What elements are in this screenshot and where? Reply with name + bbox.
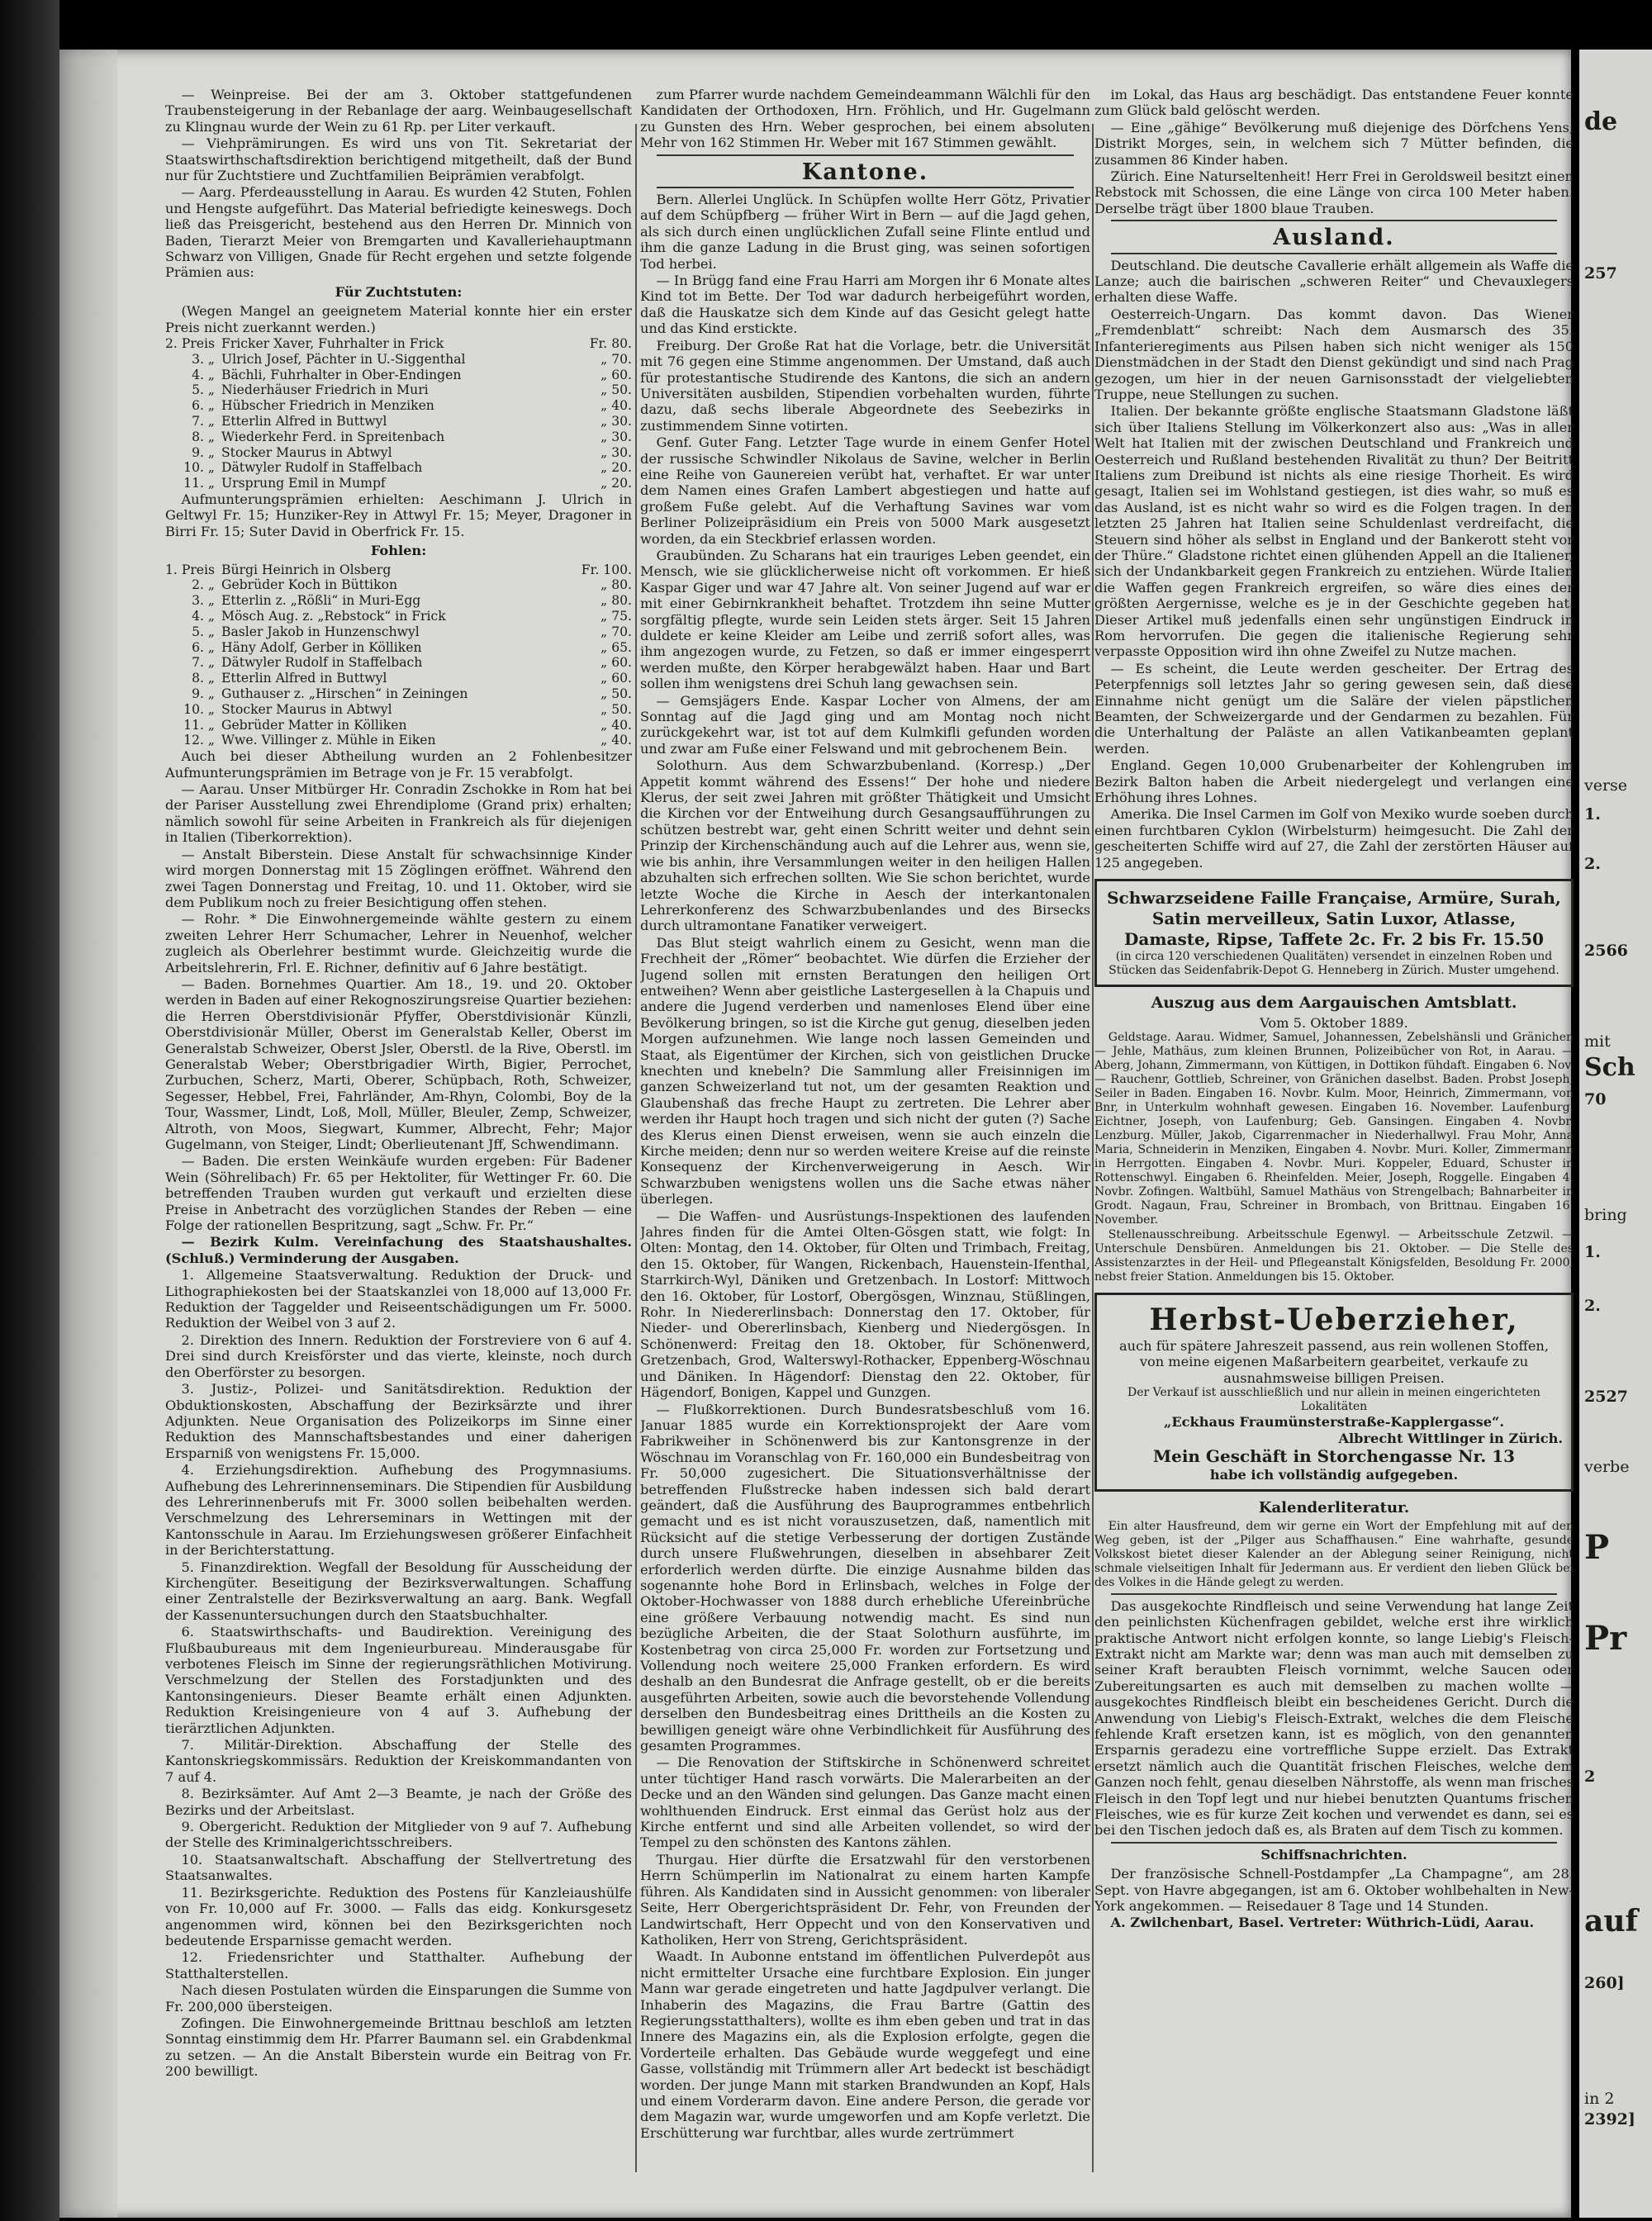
prize-row [165,686,632,702]
article-weinpreise: — Weinpreise. Bei der am 3. Oktober stattgefundenen Traubensteigerung in der Rebanlage der aarg. Weinbaugesellschaft zu Klingnau wurde der Wein zu 61 Rp. per Liter verkauft. [165,87,632,135]
prize-amount: „ 65. [601,639,632,655]
prize-rank: 1. Preis [165,562,215,577]
article-rohr: — Rohr. * Die Einwohnergemeinde wählte gestern zu einem zweiten Lehrer Herr Schumacher, Lehrer in Neuenhof, welcher zugleich als Oberlehrer bestimmt wurde. Gleichzeitig wurde die Arbeitslehrerin, Frl. E. Richner, definitiv auf 6 Jahre bestätigt. [165,911,632,975]
prize-row [165,609,632,624]
prize-row [165,655,632,671]
prize-rank: 3. „ [192,351,215,367]
article-yens: — Eine „gähige“ Bevölkerung muß diejenige des Dörfchens Yens, Distrikt Morges, sein, in welchem sich 7 Mütter befinden, die zusammen 86 Kinder haben. [1094,119,1574,168]
prize-rank: 11. „ [183,717,215,733]
article-pfarrwahl: zum Pfarrer wurde nachdem Gemeindeammann Wälchli für den Kandidaten der Orthodoxen, Hrn. Fröhlich, und Hr. Gugelmann zu Gunsten des Hrn. Weber gesprochen, bei einem absoluten Mehr von 162 Stimmen Hr. Weber mit 167 Stimmen gewählt. [640,87,1090,151]
prize-amount: „ 40. [601,398,632,414]
article-kulm-heading: — Bezirk Kulm. Vereinfachung des Staatshaushaltes. (Schluß.) Verminderung der Ausgaben. [165,1234,632,1266]
prize-rank: 5. „ [192,382,215,398]
prize-amount: „ 60. [601,367,632,382]
kulm-item-3: 3. Justiz-, Polizei- und Sanitätsdirektion. Reduktion der Obduktionskosten, Abschaffung der Bezirksärzte und ihrer Adjunkten. Neue Organisation des Polizeikorps im Sinne einer Reduktion des Mannschaftsbestandes und einer daherigen Ersparniß von wenigstens Fr. 15,000. [165,1381,632,1461]
prize-row [165,476,632,491]
prize-winner: Niederhäuser Friedrich in Muri [221,382,429,398]
section-rule [1111,1842,1557,1844]
column-1 [165,87,632,2209]
prize-amount: Fr. 80. [589,336,632,352]
prize-row [165,460,632,476]
facing-fragment: 2392] [1584,2110,1635,2128]
prize-row [165,718,632,733]
kalender-text: Ein alter Hausfreund, dem wir gerne ein Wort der Empfehlung mit auf den Weg geben, ist der „Pilger aus Schaffhausen.“ Eine wahrhafte, gesunde Volkskost bietet dieser Kalender an der Ablegung seiner Reinigung, nicht schmale vielseitigen Inhalt für Jedermann aus. Er verdient den lieben Glück bei des Volkes in die Hände gelegt zu werden. [1094,1519,1574,1589]
section-heading-kantone: Kantone. [801,159,929,185]
prize-winner: Dätwyler Rudolf in Staffelbach [221,460,423,476]
ad-wittlinger-title: Herbst-Ueberzieher, [1149,1302,1519,1337]
prize-rank: 9. „ [192,686,215,702]
prize-rank: 2. Preis [165,336,215,352]
ad-wittlinger-line-6: Mein Geschäft in Storchengasse Nr. 13 [1152,1445,1516,1466]
prize-rank: 5. „ [192,624,215,639]
kulm-item-8: 8. Bezirksämter. Auf Amt 2—3 Beamte, je nach der Größe des Bezirks und der Arbeitslast. [165,1786,632,1818]
kulm-item-7: 7. Militär-Direktion. Abschaffung der Stelle des Kantonskriegskommissärs. Reduktion der Kreiskommandanten von 7 auf 4. [165,1737,632,1785]
article-thurgau: Thurgau. Hier dürfte die Ersatzwahl für den verstorbenen Herrn Schümperlin im Nationalrat zu einem harten Kampfe führen. Als Kandidaten sind in Aussicht genommen: von liberaler Seite, Herr Obergerichtspräsident Dr. Fehr, von Freunden der Landwirtschaft, Herr Oppecht und von den Konservativen und Katholiken, Herr von Streng, Gerichtspräsident. [640,1851,1090,1948]
facing-fragment: 257 [1584,264,1617,282]
prize-row [165,733,632,748]
article-aufmunterung: Aufmunterungsprämien erhielten: Aeschimann J. Ulrich in Geltwyl Fr. 15; Hunziker-Rey in Attwyl Fr. 15; Meyer, Dragoner in Birri Fr. 15; Suter David in Oberfrick Fr. 15. [165,491,632,539]
prize-row [165,398,632,414]
zuchtstuten-prize-list [165,336,632,491]
ad-henneberg-line-4: (in circa 120 verschiedenen Qualitäten) versendet in einzelnen Roben und Stücken das Seidenfabrik-Depot G. Henneberg in Zürich. Muster umgehend. [1108,950,1559,978]
zuchtstuten-note: (Wegen Mangel an geeignetem Material konnte hier ein erster Preis nicht zuerkannt werden.) [165,303,632,335]
article-aarau: — Aarau. Unser Mitbürger Hr. Conradin Zschokke in Rom hat bei der Pariser Ausstellung zwei Ehrendiplome (Grand prix) erhalten; nämlich sowohl für seine Arbeiten in Frankreich als für diejenigen in Italien (Tiberkorrektion). [165,781,632,846]
ad-wittlinger-line-7: habe ich vollständig aufgegeben. [1209,1466,1459,1483]
prize-winner: Gebrüder Matter in Kölliken [221,717,407,733]
fohlen-heading: Fohlen: [370,543,427,559]
prize-amount: „ 70. [601,351,632,367]
prize-rank: 7. „ [192,414,215,429]
prize-winner: Etterlin z. „Rößli“ in Muri-Egg [221,593,421,609]
ad-henneberg-line-3: Damaste, Ripse, Taffete 2c. Fr. 2 bis Fr. 15.50 [1124,929,1544,950]
prize-row [165,429,632,445]
facing-fragment: 260] [1584,1974,1625,1992]
prize-rank: 11. „ [183,476,215,491]
fohlen-prize-list [165,562,632,749]
prize-winner: Gebrüder Koch in Büttikon [221,577,398,593]
facing-page-fragment [1579,50,1652,2218]
prize-row [165,593,632,609]
article-oesterreich: Oesterreich-Ungarn. Das kommt davon. Das Wiener „Fremdenblatt“ schreibt: Nach dem Ausmarsch des 35. Infanterieregiments aus Pilsen haben sich nicht weniger als 150 Dienstmädchen in der Stadt den Dienst gekündigt und sind nach Prag gezogen, um hier in der neuen Garnisonsstadt der vielgeliebten Truppe, neue Stellungen zu suchen. [1094,306,1574,402]
book-binding [0,0,59,2221]
advertisement-wittlinger [1094,1293,1574,1492]
article-graubuenden: Graubünden. Zu Scharans hat ein trauriges Leben geendet, ein Mensch, wie sie glücklicherweise nicht oft vorkommen. Er hieß Kaspar Giger und war 47 Jahre alt. Von seiner Jugend auf war er mit einer Gebirnkrankheit behaftet. Trotzdem ihn seine Mutter sorgfältig pflegte, wurde sein Leiden stets ärger. Seit 15 Jahren duldete er keine Kleider am Leibe und zerriß sofort alles, was ihm angezogen wurde, zu Fetzen, so daß er immer eingesperrt werden mußte, den Körper herabgewälzt haben. Haar und Bart sollen ihm wenigstens drei Schuh lang gewachsen sein. [640,547,1090,692]
facing-fragment: Sch [1584,1053,1635,1082]
prize-amount: Fr. 100. [581,562,632,577]
prize-rank: 8. „ [192,429,215,444]
facing-fragment: bring [1584,1206,1627,1224]
section-rule [1111,220,1557,221]
prize-row [165,624,632,640]
prize-amount: „ 70. [601,624,632,639]
section-rule [1111,1593,1557,1595]
ad-henneberg-line-1: Schwarzseidene Faille Française, Armüre, Surah, [1107,888,1561,909]
article-amerika: Amerika. Die Insel Carmen im Golf von Mexiko wurde soeben durch einen furchtbaren Cyklon (Wirbelsturm) heimgesucht. Die Zahl der gescheiterten Schiffe wird auf 27, die Zahl der zerstörten Häuser auf 125 angegeben. [1094,806,1574,871]
prize-row [165,562,632,578]
ad-henneberg-line-2: Satin merveilleux, Satin Luxor, Atlasse, [1151,909,1517,929]
kulm-item-10: 10. Staatsanwaltschaft. Abschaffung der Stellvertretung des Staatsanwaltes. [165,1851,632,1884]
article-liebig: Das ausgekochte Rindfleisch und seine Verwendung hat lange Zeit den peinlichsten Küchenfragen gebildet, welche erst ihre wirklich praktische Antwort nicht erfolgen konnte, so lange Liebig's Fleisch-Extrakt nicht am Markte war; denn was man auch mit demselben zu seiner Kraft beraubten Fleisch vornimmt, welche Saucen oder Zubereitungsarten es auch mit demselben zu machen wollte — ausgekochtes Rindfleisch bleibt ein bescheidenes Gericht. Durch die Anwendung von Liebig's Fleisch-Extrakt, welches die dem Fleische fehlende Kraft ersetzen kann, ist es möglich, von den genannten Ersparnis geradezu eine vortreffliche Suppe erzielt. Das Extrakt ersetzt nämlich auch die Quantität frischen Fleisches, welche dem Ganzen noch fehlt, genau dieselben Nährstoffe, als wenn man frisches Fleisch in den Topf legt und nur hiebei benutzten Quantums frischen Fleisches, wie es für kurze Zeit kochen und verwendet es dann, sei es bei den Tischen jedoch daß es, als Braten auf dem Tisch zu kommen. [1094,1597,1574,1839]
prize-winner: Fricker Xaver, Fuhrhalter in Frick [221,336,444,352]
prize-rank: 10. „ [183,701,215,717]
article-italien: Italien. Der bekannte größte englische Staatsmann Gladstone läßt sich über Italiens Stellung im Völkerkonzert also aus: „Was in aller Welt hat Italien mit der zwischen Deutschland und Frankreich und Oesterreich und Rußland bestehenden Rivalität zu thun? Der Beitritt Italiens zum Dreibund ist nichts als eine riesige Thorheit. Es wird gesagt, Italien sei im Wohlstand gestiegen, ist dies wahr, so muß es das Ausland, ist es nicht wahr so wird es die Folgen tragen. In den letzten 25 Jahren hat Italien seine Schuldenlast verdreifacht, die Steuern sind höher als selbst in England und der Bankerott steht vor der Thüre.“ Gladstone richtet einen glühenden Appell an die Italiener, sich der Undankbarkeit gegen Frankreich zu entziehen. Würde Italien die Waffen gegen Frankreich ergreifen, so wäre dies eines der größten Aergernisse, welche es je in der Geschichte gegeben hat. Dieser Artikel muß jedenfalls einen sehr ungünstigen Eindruck in Rom hervorrufen. Die gegen die italienische Regierung sehr verpasste Opposition wird ihn ohne Zweifel zu Nutze machen. [1094,403,1574,660]
prize-row [165,640,632,656]
kulm-item-11: 11. Bezirksgerichte. Reduktion des Postens für Kanzleiaushülfe von Fr. 10,000 auf Fr. 3000. — Falls das eidg. Konkursgesetz angenommen wird, können bei den Bezirksgerichten noch bedeutende Ersparnisse gemacht werden. [165,1884,632,1948]
prize-amount: „ 40. [601,733,632,748]
prize-amount: „ 60. [601,671,632,686]
kulm-item-1: 1. Allgemeine Staatsverwaltung. Reduktion der Druck- und Lithographiekosten bei der Staatskanzlei von 18,000 auf 13,000 Fr. Reduktion der Taggelder und Reiseentschädigungen um Fr. 5000. Reduktion der Weibel von 3 auf 2. [165,1267,632,1331]
facing-fragment: P [1584,1528,1610,1567]
section-rule [1111,253,1557,254]
ad-wittlinger-line-3: Der Verkauf ist ausschließlich und nur allein in meinen eingerichteten Lokalitäten [1127,1386,1540,1414]
facing-fragment: de [1584,107,1618,136]
kulm-item-9: 9. Obergericht. Reduktion der Mitglieder von 9 auf 7. Aufhebung der Stelle des Kriminalgerichtsschreibers. [165,1819,632,1851]
prize-row [165,445,632,461]
facing-fragment: 2566 [1584,942,1628,960]
facing-fragment: 70 [1584,1090,1607,1108]
article-biberstein: — Anstalt Biberstein. Diese Anstalt für schwachsinnige Kinder wird morgen Donnerstag mit 15 Zöglingen eröffnet. Während den zwei Tagen Donnerstag und Freitag, 10. und 11. Oktober, wird sie dem Publikum noch zu freier Besichtigung offen stehen. [165,846,632,910]
article-pferdeausstellung: — Aarg. Pferdeausstellung in Aarau. Es wurden 42 Stuten, Fohlen und Hengste aufgeführt. Das Material befriedigte keineswegs. Doch ließ das Preisgericht, bestehend aus den Herren Dr. Minnich von Baden, Tierarzt Meier von Bremgarten und Kavalleriehauptmann Schwarz von Villigen, Gnade für Recht ergehen und setzte folgende Prämien aus: [165,184,632,281]
prize-winner: Etterlin Alfred in Buttwyl [221,671,387,686]
article-zuerich: Zürich. Eine Naturseltenheit! Herr Frei in Geroldsweil besitzt einen Rebstock mit Schossen, die eine Länge von circa 100 Meter haben. Derselbe trägt über 1800 blaue Trauben. [1094,168,1574,216]
article-solothurn: Solothurn. Aus dem Schwarzbubenland. (Korresp.) „Der Appetit kommt während des Essens!“ Der hohe und niedere Klerus, der seit zwei Jahren mit größter Thätigkeit und Umsicht die Kirchen vor der Entweihung durch Gesangsaufführungen zu schützen bestrebt war, geht einen Schritt weiter und dehnt sein Prinzip der Kirchenschändung auch auf die Lehrer aus, wenn sie, wie bis anhin, ihre Versammlungen weiter in den heiligen Hallen abzuhalten sich erfrechen sollten. Wie Sie schon berichtet, wurde letzte Woche die Kirche in Aesch der interkantonalen Lehrerkonferenz des Schwarzbubenlandes und des Birsecks durch ultramontane Fanatiker verweigert. [640,757,1090,934]
prize-winner: Bürgi Heinrich in Olsberg [221,562,392,577]
prize-winner: Mösch Aug. z. „Rebstock“ in Frick [221,609,446,624]
article-waffeninspektion: — Die Waffen- und Ausrüstungs-Inspektionen des laufenden Jahres finden für die Amtei Olten-Gösgen statt, wie folgt: In Olten: Montag, den 14. Oktober, für Olten und Trimbach, Freitag, den 15. Oktober, für Wangen, Rickenbach, Hauenstein-Ifenthal, Starrkirch-Wyl, Däniken und Gretzenbach. In Lostorf: Mittwoch den 16. Oktober, für Lostorf, Obergösgen, Winznau, Stüßlingen, Rohr. In Niedererlinsbach: Donnerstag den 17. Oktober, für Nieder- und Obererlinsbach, Kienberg und Niedergösgen. In Schönenwerd: Freitag den 18. Oktober, für Schönenwerd, Gretzenbach, Grod, Walterswyl-Rothacker, Eppenberg-Wöschnau und Däniken. In Hägendorf: Dienstag den 22. Oktober, für Hägendorf, Bonigen, Kappel und Gunzgen. [640,1208,1090,1401]
facing-fragment: 1. [1584,1243,1601,1261]
amtsblatt-heading: Auszug aus dem Aargauischen Amtsblatt. [1151,994,1517,1013]
prize-row [165,336,632,352]
article-baden-wein: — Baden. Die ersten Weinkäufe wurden ergeben: Für Badener Wein (Söhrelibach) Fr. 65 per Hektoliter, für Wettinger Fr. 60. Die betreffenden Trauben wurden gut verkauft und erzielten diese Preise in Anbetracht des vorzüglichen Standes der Reben — eine Folge der rationellen Bespritzung, sagt „Schw. Fr. Pr.“ [165,1153,632,1234]
prize-winner: Ulrich Josef, Pächter in U.-Siggenthal [221,351,466,367]
prize-winner: Guthauser z. „Hirschen“ in Zeiningen [221,686,468,702]
article-genf: Genf. Guter Fang. Letzter Tage wurde in einem Genfer Hotel der russische Schwindler Nikolaus de Savine, welcher in Berlin eine Reihe von Gaunereien verübt hat, verhaftet. Er war unter dem Namen eines Grafen Lambert abgestiegen und hatte auf großem Fuße gelebt. Auf die Verhaftung Savines war vom Berliner Polizeipräsidium ein Preis von 5000 Mark ausgesetzt worden, da ein Steckbrief erlassen worden. [640,434,1090,547]
prize-amount: „ 80. [601,593,632,609]
prize-winner: Stocker Maurus in Abtwyl [221,701,392,717]
ad-wittlinger-signature: Albrecht Wittlinger in Zürich. [1338,1430,1563,1446]
prize-rank: 8. „ [192,671,215,686]
prize-winner: Hübscher Friedrich in Menziken [221,398,434,414]
ad-wittlinger-address: „Eckhaus Fraumünsterstraße-Kapplergasse“. [1164,1414,1504,1431]
article-waadt-continued: im Lokal, das Haus arg beschädigt. Das entstandene Feuer konnte zum Glück bald gelöscht werden. [1094,87,1574,119]
prize-amount: „ 50. [601,701,632,717]
schiffsnachrichten-agent: A. Zwilchenbart, Basel. Vertreter: Wüthrich-Lüdi, Aarau. [1110,1915,1535,1931]
facing-fragment: Pr [1584,1619,1627,1658]
prize-winner: Stocker Maurus in Abtwyl [221,444,392,460]
prize-winner: Ursprung Emil in Mumpf [221,476,386,491]
prize-winner: Basler Jakob in Hunzenschwyl [221,624,420,639]
page-gutter-shadow [59,50,117,2218]
prize-rank: 4. „ [192,367,215,382]
facing-fragment: 2527 [1584,1388,1628,1406]
facing-fragment: mit [1584,1032,1611,1051]
article-aufmunterung-fohlen: Auch bei dieser Abtheilung wurden an 2 Fohlenbesitzer Aufmunterungsprämien im Betrage von je Fr. 15 verabfolgt. [165,748,632,781]
facing-fragment: verse [1584,776,1628,795]
article-baden-quartier: — Baden. Bornehmes Quartier. Am 18., 19. und 20. Oktober werden in Baden auf einer Rekognoszirungsreise Quartier beziehen: die Herren Oberstdivisionär Pfyffer, Oberstdivisionär Künzli, Oberstdivisionär Müller, Oberst im Generalstab Keller, Oberst im Generalstab Schweizer, Oberst Jsler, Oberstl. de la Rive, Oberstl. im Generalstab Weber; Oberstbrigadier Wirth, Bigier, Perrochet, Zurbuchen, Scherz, Marti, Oberer, Schüpbach, Roth, Schweizer, Segesser, Hebbel, Frei, Fahrländer, Am-Rhyn, Colombi, Boy de la Tour, Wassmer, Lindt, Loß, Moll, Müller, Bleuler, Zemp, Schweizer, Altroth, von Moos, Siegwart, Kummer, Albrecht, Fehr; Major Gugelmann, von Steiger, Lindt; Oberlieutenant Jff, Schwendimann. [165,975,632,1152]
prize-row [165,702,632,718]
schiffsnachrichten-text: Der französische Schnell-Postdampfer „La Champagne“, am 28. Sept. von Havre abgegangen, ist am 6. Oktober wohlbehalten in New-York angekommen. — Reisedauer 8 Tage und 14 Stunden. [1094,1866,1574,1915]
facing-fragment: in 2 [1584,2090,1615,2108]
section-rule [657,187,1074,188]
prize-winner: Bächli, Fuhrhalter in Ober-Endingen [221,367,462,382]
article-peterspfennig: — Es scheint, die Leute werden gescheiter. Der Ertrag des Peterpfennigs soll letztes Jahr so gering gewesen sein, daß diese Einnahme nicht genügt um die Saläre der vielen päpstlichen Beamten, der Schweizergarde und der Gendarmen zu bezahlen. Für die Unterhaltung der Paläste an allen Vatikanbeamten geplant werden. [1094,660,1574,757]
column-3 [1094,87,1574,2209]
kulm-item-5: 5. Finanzdirektion. Wegfall der Besoldung für Ausscheidung der Kirchengüter. Beseitigung der Bezirksverwaltungen. Schaffung einer Zentralstelle der Bezirksverwaltung an aarg. Bank. Wegfall der Kassenuntersuchungen durch den Staatsbuchhalter. [165,1559,632,1623]
facing-fragment: verbe [1584,1458,1630,1476]
section-heading-ausland: Ausland. [1273,225,1395,251]
kulm-item-4: 4. Erziehungsdirektion. Aufhebung des Progymnasiums. Aufhebung des Lehrerinnenseminars. Die Stipendien für Ausbildung des Lehrerinnenberufs mit Fr. 3000 sollen beibehalten werden. Verschmelzung des Lehrerseminars in Wettingen mit der Kantonsschule in Aarau. Im Erziehungswesen größerer Einfachheit in der Berichterstattung. [165,1462,632,1559]
prize-amount: „ 30. [601,444,632,460]
prize-amount: „ 30. [601,414,632,429]
prize-amount: „ 60. [601,655,632,671]
prize-amount: „ 50. [601,686,632,702]
prize-rank: 6. „ [192,639,215,655]
prize-amount: „ 20. [601,476,632,491]
kulm-item-6: 6. Staatswirthschafts- und Baudirektion. Vereinigung des Flußbaubureaus mit dem Ingenieurbureau. Minderausgabe für verbotenes Fleisch im Sinne der regierungsräthlichen Motivirung. Verschmelzung der Stellen des Forstadjunkten und des Kantonsingenieurs. Dieser Beamte erhält einen Adjunkten. Reduktion Kreisingenieure von 4 auf 3. Aufhebung der tierärztlichen Adjunkten. [165,1624,632,1736]
facing-fragment: 2. [1584,1297,1601,1315]
prize-amount: „ 20. [601,460,632,476]
article-waadt: Waadt. In Aubonne entstand im öffentlichen Pulverdepôt aus nicht ermittelter Ursache eine furchtbare Explosion. Ein junger Mann war gerade eingetreten und hatte Jagdpulver verlangt. Die Inhaberin des Magazins, die Frau Bartre (Gattin des Regierungsstatthalters), wollte es ihm eben geben und trat in das Innere des Magazins ein, als die Explosion erfolgte, gegen die Vorderteile erhalten. Das Gebäude wurde weggefegt und eine Gasse, vollständig mit Trümmern aller Art bedeckt ist beschädigt worden. Der junge Mann mit starken Brandwunden an Kopf, Hals und einem Vorderarm davon. Eine andere Person, die gerade vor dem Magazin war, wurde umgeworfen und am Kopfe verletzt. Die Erschütterung war furchtbar, alles wurde zertrümmert [640,1948,1090,2141]
amtsblatt-geldstage: Geldstage. Aarau. Widmer, Samuel, Johannessen, Zebelshänsli und Gränichen — Jehle, Mathäus, zum kleinen Brunnen, Polizeibücher von Rot, in Aarau. — Aberg, Johann, Zimmermann, von Küttigen, in Dottikon fühdaft. Eingaben 6. Nov. — Rauchenr, Gottlieb, Schreiner, von Gränichen daselbst. Baden. Probst Joseph, Seiler in Baden. Eingaben 16. Novbr. Kulm. Moor, Heinrich, Zimmermann, von Bnr, in Unterkulm wohnhaft gewesen. Eingaben 16. November. Laufenburg. Eichtner, Joseph, von Laufenburg; Geb. Gansingen. Eingaben 4. Novbr. Lenzburg. Müller, Jakob, Cigarrenmacher in Niederhallwyl. Frau Mohr, Anna Maria, Schneiderin in Menziken, Eingaben 4. Novbr. Muri. Koller, Zimmermann in Herrgotten. Eingaben 4. Novbr. Muri. Koppeler, Eduard, Schuster in Rottenschwyl. Eingaben 6. Rheinfelden. Meier, Joseph, Roggelle. Eingaben 4. Novbr. Zofingen. Waltbühl, Samuel Mathäus von Strengelbach; Bahnarbeiter in Grodt. Nagaun, Frau, Schreiner in Brombach, von Brittnau. Eingaben 16. November. [1094,1030,1574,1227]
prize-row [165,577,632,593]
prize-row [165,414,632,429]
kulm-item-12: 12. Friedensrichter und Statthalter. Aufhebung der Statthalterstellen. [165,1949,632,1981]
amtsblatt-stellen: Stellenausschreibung. Arbeitsschule Egenwyl. — Arbeitsschule Zetzwil. — Unterschule Densbüren. Anmeldungen bis 21. Oktober. — Die Stelle des Assistenzarztes in der Heil- und Pflegeanstalt Königsfelden, Besoldung Fr. 2000, nebst freier Station. Anmeldungen bis 15. Oktober. [1094,1227,1574,1284]
article-gemsjaeger: — Gemsjägers Ende. Kaspar Locher von Almens, der am Sonntag auf die Jagd ging und am Montag noch nicht zurückgekehrt war, ist tot auf dem Kulmkifli gefunden worden und zwar am Fuße einer Felswand und mit gebrochenem Bein. [640,692,1090,757]
prize-rank: 2. „ [192,577,215,593]
article-viehpraemirungen: — Viehprämirungen. Es wird uns von Tit. Sekretariat der Staatswirthschaftsdirektion berichtigend mitgetheilt, daß der Bund nur für Zuchtstiere und Zuchtfamilien Beiprämien verabfolgt. [165,135,632,184]
prize-winner: Etterlin Alfred in Buttwyl [221,414,387,429]
article-flusskorrektionen: — Flußkorrektionen. Durch Bundesratsbeschluß vom 16. Januar 1885 wurde ein Korrektionsprojekt der Aare vom Fabrikweiher in Schönenwerd bis zur Kantonsgrenze in der Wöschnau im Voranschlag von Fr. 160,000 ein Bundesbeitrag von Fr. 50,000 zugesichert. Die Situationsverhältnisse der betreffenden Flußstrecke haben indessen sich bald derart geändert, daß die Ausführung des Bauprogrammes entbehrlich gemacht und es ist nicht vorauszusetzen, daß, namentlich mit Rücksicht auf die stetige Verbesserung der dortigen Zustände durch unsere Flußwehrungen, dieselben in absehbarer Zeit erforderlich werden dürfte. Die einzige Ausnahme bilden das sogenannte hohe Bord in Erlinsbach, welches in Folge der Oktober-Hochwasser von 1888 durch erhebliche Ufereinbrüche eine größere Verbauung notwendig macht. Es sind nun bezügliche Arbeiten, die der Staat Solothurn ausführte, im Kostenbetrag von circa 25,000 Fr. worden zur Fortsetzung und Vollendung noch weitere 25,000 Franken erfordern. Es wird deshalb an den Bundesrat die Anfrage gestellt, ob er die bereits ausgeführten Arbeiten, sowie auch die bevorstehende Vollendung derselben den Bundesbeitrag eines Drittheils an die Kosten zu bewilligen geneigt wäre ohne Verbindlichkeit für Ausführung des gesamten Programmes. [640,1401,1090,1754]
prize-rank: 6. „ [192,398,215,414]
prize-rank: 4. „ [192,609,215,624]
zuchtstuten-heading: Für Zuchtstuten: [335,283,463,300]
kulm-summary: Nach diesen Postulaten würden die Einsparungen die Summe von Fr. 200,000 übersteigen. [165,1982,632,2015]
prize-amount: „ 30. [601,429,632,444]
advertisement-henneberg [1094,879,1574,987]
prize-amount: „ 80. [601,577,632,593]
article-stiftskirche: — Die Renovation der Stiftskirche in Schönenwerd schreitet unter tüchtiger Hand rasch vorwärts. Die Malerarbeiten an der Decke und an den Wänden sind gelungen. Das Ganze macht einen wohlthuenden Eindruck. Erst einmal das Gerüst holz aus der Kirche entfernt und sind alle Arbeiten vollendet, so wird der Tempel zu den schönsten des Kantons zählen. [640,1754,1090,1851]
prize-row [165,352,632,368]
prize-rank: 9. „ [192,444,215,460]
article-solothurn-2: Das Blut steigt wahrlich einem zu Gesicht, wenn man die Frechheit der „Römer“ beobachtet. Wie dürfen die Erzieher der Jugend sollen mit ernsten Beratungen den heiligen Ort entweihen? Wenn aber geistliche Lastergesellen à la Chapuis und andere die Jugend verderben und namenloses Elend über eine Bevölkerung bringen, so ist die Kirche gut genug, dieselben jeden Morgen aufzunehmen. Wie lange noch lassen Gemeinden und Staat, als Eigentümer der Kirchen, sich von geistlichen Drucke knechten und knebeln? Die Sammlung aller Freisinnigen im ganzen Schweizerland tut not, um der gesamten Reaktion und Glaubenshaß das freche Haupt zu zertreten. Die Lehrer aber werden ihr Haupt hoch tragen und sich nicht der guten (?) Sache des Klerus einen Dienst erweisen, wenn sie auch einzeln die Kirche meiden; denn nur so werden weitere Kreise auf die reinste Konsequenz der Kirchenverweigerung in Aesch. Wir Schwarzbuben wenigstens wollen uns die Sache etwas näher überlegen. [640,934,1090,1208]
prize-amount: „ 40. [601,717,632,733]
article-bruegg: — In Brügg fand eine Frau Harri am Morgen ihr 6 Monate altes Kind tot im Bette. Der Tod war dadurch herbeigeführt worden, daß die Hauskatze sich dem Kinde auf das Gesicht gelegt hatte und das Kind erstickte. [640,273,1090,337]
prize-amount: „ 50. [601,382,632,398]
prize-rank: 10. „ [183,460,215,476]
prize-row [165,368,632,383]
article-england: England. Gegen 10,000 Grubenarbeiter der Kohlengruben im Bezirk Balton haben die Arbeit niedergelegt und verlangen eine Erhöhung ihres Lohnes. [1094,757,1574,806]
amtsblatt-date: Vom 5. Oktober 1889. [1260,1014,1408,1031]
prize-row [165,382,632,398]
facing-fragment: 2. [1584,855,1601,873]
article-deutschland: Deutschland. Die deutsche Cavallerie erhält allgemein als Waffe die Lanze; auch die bairischen „schweren Reiter“ und Chevauxlegers erhalten diese Waffe. [1094,257,1574,306]
column-2 [640,87,1090,2209]
prize-rank: 12. „ [183,733,215,748]
prize-rank: 7. „ [192,655,215,671]
kulm-item-2: 2. Direktion des Innern. Reduktion der Forstreviere von 6 auf 4. Drei sind durch Kreisförster und das vierte, kleinste, noch durch den Oberförster zu besorgen. [165,1331,632,1380]
schiffsnachrichten-heading: Schiffsnachrichten. [1260,1846,1408,1863]
facing-fragment: 2 [1584,1768,1596,1786]
column-rule [1092,124,1094,2172]
facing-fragment: 1. [1584,805,1601,823]
column-rule [635,124,637,2172]
prize-winner: Dätwyler Rudolf in Staffelbach [221,655,423,671]
article-zofingen: Zofingen. Die Einwohnergemeinde Brittnau beschloß am letzten Sonntag einstimmig dem Hr. Pfarrer Baumann sel. ein Grabdenkmal zu setzen. — An die Anstalt Biberstein wurde ein Beitrag von Fr. 200 bewilligt. [165,2015,632,2080]
prize-winner: Wwe. Villinger z. Mühle in Eiken [221,733,436,748]
prize-winner: Häny Adolf, Gerber in Kölliken [221,639,422,655]
kalender-heading: Kalenderliteratur. [1258,1499,1410,1517]
article-bern: Bern. Allerlei Unglück. In Schüpfen wollte Herr Götz, Privatier auf dem Schüpfberg — früher Wirt in Bern — auf die Jagd gehen, als sich durch einen unglücklichen Zufall seine Flinte entlud und ihm die ganze Ladung in die Brust ging, was seinen sofortigen Tod herbei. [640,192,1090,272]
article-freiburg: Freiburg. Der Große Rat hat die Vorlage, betr. die Universität mit 76 gegen eine Stimme angenommen. Der Umstand, daß auch für protestantische Studirende des Kantons, die sich an andern Universitäten ausbilden, Stipendien vorbehalten wurden, führte dazu, daß sechs liberale Abgeordnete des Seebezirks in zustimmendem Sinne votirten. [640,337,1090,434]
prize-rank: 3. „ [192,593,215,609]
ad-wittlinger-line-2: auch für spätere Jahreszeit passend, aus rein wollenen Stoffen, von meine eigenen Maßarbeitern gearbeitet, verkaufe zu ausnahmsweise billigen Preisen. [1119,1337,1549,1386]
prize-amount: „ 75. [601,609,632,624]
prize-winner: Wiederkehr Ferd. in Spreitenbach [221,429,445,444]
section-rule [657,154,1074,156]
prize-row [165,671,632,686]
facing-fragment: auf [1584,1904,1638,1939]
